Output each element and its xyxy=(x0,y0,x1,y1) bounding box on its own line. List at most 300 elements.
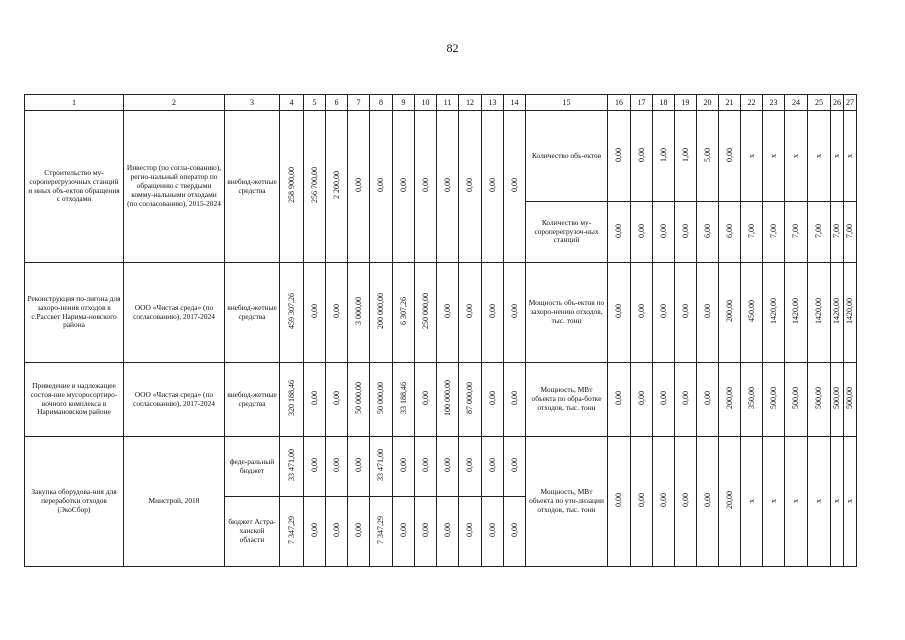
indicator-value-text: 0,00 xyxy=(636,304,646,319)
indicator-value-text: х xyxy=(746,499,756,504)
header-cell xyxy=(482,95,504,111)
finance-value-text: 3 000,00 xyxy=(353,297,363,326)
header-cell-text: 6 xyxy=(334,97,339,107)
indicator-value xyxy=(608,437,631,567)
header-cell xyxy=(393,95,415,111)
header-cell xyxy=(526,95,608,111)
finance-value xyxy=(326,363,348,437)
header-cell-text: 18 xyxy=(659,97,668,107)
finance-value-text: 0,00 xyxy=(353,523,363,538)
header-cell xyxy=(831,95,844,111)
finance-value-text: 0,00 xyxy=(398,458,408,473)
finance-value xyxy=(393,111,415,263)
funding-source xyxy=(225,363,280,437)
indicator-value xyxy=(719,437,741,567)
header-cell-text: 9 xyxy=(401,97,406,107)
indicator-value xyxy=(831,363,844,437)
measure-name xyxy=(25,111,124,263)
finance-value xyxy=(504,363,526,437)
indicator-value-text: 0,00 xyxy=(680,493,690,508)
indicator-value xyxy=(631,202,653,263)
indicator-value-text: х xyxy=(832,499,842,504)
header-cell-text: 20 xyxy=(703,97,712,107)
indicator-value xyxy=(763,363,785,437)
indicator-value-text: 0,00 xyxy=(636,493,646,508)
header-cell-text: 25 xyxy=(815,97,823,107)
indicator-value xyxy=(653,263,675,363)
finance-value xyxy=(459,497,482,567)
indicator-label-text: Мощность, МВт объекта по ути-лизации отходов, тыс. тонн xyxy=(529,487,604,514)
finance-value xyxy=(437,497,459,567)
measure-name-text: Закупка оборудова-ния для переработки отходов (ЭкоСбор) xyxy=(31,487,117,514)
header-cell xyxy=(326,95,348,111)
finance-value xyxy=(415,497,437,567)
indicator-value-text: 500,00 xyxy=(814,387,824,410)
finance-value-text: 0,00 xyxy=(487,178,497,193)
finance-value-text: 0,00 xyxy=(353,458,363,473)
indicator-value xyxy=(653,363,675,437)
finance-value xyxy=(304,111,326,263)
finance-value xyxy=(415,111,437,263)
funding-source-text: внебюд-жетные средства xyxy=(227,389,277,408)
finance-value xyxy=(348,111,370,263)
indicator-value xyxy=(844,202,857,263)
indicator-value xyxy=(763,202,785,263)
indicator-value-text: 1420,00 xyxy=(768,298,778,325)
header-cell xyxy=(504,95,526,111)
header-cell xyxy=(459,95,482,111)
indicator-value xyxy=(719,363,741,437)
finance-value-text: 0,00 xyxy=(420,458,430,473)
finance-value-text: 0,00 xyxy=(442,304,452,319)
indicator-value xyxy=(675,363,697,437)
table-row xyxy=(25,437,857,497)
indicator-value xyxy=(741,111,763,202)
indicator-value xyxy=(763,437,785,567)
indicator-value-text: 1,00 xyxy=(658,147,668,162)
indicator-value xyxy=(785,111,808,202)
finance-value-text: 0,00 xyxy=(331,458,341,473)
header-cell-text: 15 xyxy=(562,97,571,107)
header-cell-text: 22 xyxy=(747,97,756,107)
header-cell-text: 21 xyxy=(725,97,734,107)
finance-value-text: 0,00 xyxy=(442,178,452,193)
finance-value-text: 6 307,26 xyxy=(398,297,408,326)
finance-value-text: 2 200,00 xyxy=(331,171,341,200)
header-cell xyxy=(785,95,808,111)
indicator-value-text: 0,00 xyxy=(702,304,712,319)
finance-value-text: 33 471,00 xyxy=(376,449,386,482)
finance-value-text: 50 000,00 xyxy=(376,382,386,415)
indicator-value-text: 0,00 xyxy=(636,147,646,162)
indicator-value xyxy=(844,263,857,363)
finance-value xyxy=(415,437,437,497)
indicator-value xyxy=(844,111,857,202)
indicator-label xyxy=(526,263,608,363)
indicator-value-text: 500,00 xyxy=(791,387,801,410)
header-cell xyxy=(631,95,653,111)
funding-source-text: феде-ральный бюджет xyxy=(229,456,275,475)
indicator-value xyxy=(697,111,719,202)
indicator-value-text: х xyxy=(814,499,824,504)
finance-value-text: 0,00 xyxy=(465,178,475,193)
header-cell-text: 2 xyxy=(172,97,176,107)
finance-value xyxy=(482,111,504,263)
finance-value-text: 33 471,00 xyxy=(286,449,296,482)
finance-value-text: 0,00 xyxy=(331,391,341,406)
header-cell xyxy=(741,95,763,111)
finance-value xyxy=(504,437,526,497)
indicator-label-text: Количество му-сороперегрузоч-ных станций xyxy=(534,217,599,245)
header-cell xyxy=(844,95,857,111)
indicator-value-text: 6,00 xyxy=(724,223,734,238)
measure-name-text: Реконструкция по-лигона для захоро-нения отходов в с.Рассвет Нарима-новского района xyxy=(27,293,121,330)
finance-value-text: 33 188,46 xyxy=(398,382,408,415)
finance-value xyxy=(504,111,526,263)
finance-value-text: 0,00 xyxy=(509,391,519,406)
header-cell-text: 14 xyxy=(510,97,519,107)
finance-value xyxy=(437,363,459,437)
table-row xyxy=(25,111,857,202)
header-cell-text: 26 xyxy=(833,97,841,107)
header-cell xyxy=(348,95,370,111)
finance-value-text: 0,00 xyxy=(487,523,497,538)
indicator-value-text: 350,00 xyxy=(746,387,756,410)
indicator-value-text: 7,00 xyxy=(768,223,778,238)
header-cell xyxy=(719,95,741,111)
finance-value-text: 0,00 xyxy=(465,523,475,538)
indicator-label-text: Мощность объ-ектов по захоро-нению отходов, тыс. тонн xyxy=(528,298,605,325)
page-number: 82 xyxy=(446,41,459,55)
indicator-value xyxy=(844,437,857,567)
finance-value xyxy=(280,437,304,497)
indicator-value xyxy=(785,437,808,567)
indicator-value xyxy=(785,363,808,437)
indicator-value-text: 200,00 xyxy=(724,387,734,410)
indicator-value-text: 1420,00 xyxy=(832,298,842,325)
executor xyxy=(124,437,225,567)
indicator-value-text: 20,00 xyxy=(724,491,734,510)
indicator-value-text: х xyxy=(746,153,756,158)
finance-value xyxy=(326,111,348,263)
indicator-value-text: 0,00 xyxy=(702,493,712,508)
finance-value xyxy=(348,437,370,497)
indicator-value-text: 0,00 xyxy=(658,493,668,508)
indicator-value xyxy=(697,437,719,567)
finance-value xyxy=(482,363,504,437)
finance-value xyxy=(280,111,304,263)
finance-value xyxy=(437,437,459,497)
indicator-value xyxy=(608,111,631,202)
header-cell-text: 4 xyxy=(289,97,294,107)
finance-value-text: 0,00 xyxy=(487,458,497,473)
finance-value-text: 0,00 xyxy=(442,458,452,473)
indicator-value xyxy=(608,363,631,437)
indicator-value xyxy=(808,111,831,202)
indicator-value xyxy=(785,202,808,263)
indicator-value-text: 7,00 xyxy=(814,223,824,238)
finance-value xyxy=(370,497,393,567)
executor xyxy=(124,263,225,363)
indicator-value-text: х xyxy=(791,153,801,158)
indicator-value xyxy=(831,437,844,567)
indicator-value-text: 1420,00 xyxy=(814,298,824,325)
header-cell-text: 27 xyxy=(846,97,854,107)
finance-value-text: 0,00 xyxy=(309,523,319,538)
indicator-value-text: 500,00 xyxy=(845,387,855,410)
header-cell xyxy=(124,95,225,111)
finance-value xyxy=(459,363,482,437)
indicator-value-text: 0,00 xyxy=(614,223,624,238)
funding-source xyxy=(225,437,280,497)
indicator-value-text: х xyxy=(814,153,824,158)
header-cell xyxy=(763,95,785,111)
indicator-value xyxy=(719,202,741,263)
finance-value-text: 7 347,29 xyxy=(376,516,386,545)
finance-value xyxy=(393,363,415,437)
indicator-value xyxy=(697,263,719,363)
indicator-value-text: 7,00 xyxy=(845,223,855,238)
indicator-value xyxy=(741,263,763,363)
indicator-value-text: 0,00 xyxy=(658,304,668,319)
finance-value xyxy=(326,437,348,497)
indicator-value xyxy=(741,437,763,567)
finance-value-text: 0,00 xyxy=(309,458,319,473)
indicator-value xyxy=(675,111,697,202)
header-row xyxy=(25,95,857,111)
finance-value-text: 459 307,26 xyxy=(286,293,296,330)
indicator-value-text: 0,00 xyxy=(658,391,668,406)
finance-value-text: 87 000,00 xyxy=(465,382,475,415)
finance-value xyxy=(459,437,482,497)
finance-value xyxy=(348,363,370,437)
header-cell xyxy=(225,95,280,111)
finance-value-text: 0,00 xyxy=(331,523,341,538)
header-cell-text: 24 xyxy=(792,97,800,107)
indicator-value-text: 0,00 xyxy=(724,147,734,162)
finance-value-text: 320 188,46 xyxy=(286,380,296,417)
finance-value-text: 0,00 xyxy=(465,458,475,473)
indicator-value xyxy=(808,202,831,263)
indicator-value-text: 500,00 xyxy=(832,387,842,410)
indicator-value xyxy=(785,263,808,363)
finance-value xyxy=(304,497,326,567)
indicator-value-text: 7,00 xyxy=(832,223,842,238)
indicator-value-text: х xyxy=(845,153,855,158)
executor-text: ООО «Чистая среда» (по согласованию), 2017-2024 xyxy=(133,389,215,408)
indicator-value xyxy=(831,263,844,363)
finance-value xyxy=(326,497,348,567)
finance-value-text: 0,00 xyxy=(420,178,430,193)
indicator-value xyxy=(808,363,831,437)
indicator-label xyxy=(526,111,608,202)
finance-value xyxy=(348,497,370,567)
executor-text: ООО «Чистая среда» (по согласованию), 2017-2024 xyxy=(133,302,215,321)
indicator-value-text: 1,00 xyxy=(680,147,690,162)
header-cell xyxy=(808,95,831,111)
finance-value xyxy=(304,363,326,437)
finance-value xyxy=(482,497,504,567)
finance-value xyxy=(370,111,393,263)
indicator-value-text: х xyxy=(791,499,801,504)
indicator-value-text: х xyxy=(768,499,778,504)
header-cell xyxy=(415,95,437,111)
indicator-value-text: 500,00 xyxy=(768,387,778,410)
indicator-value xyxy=(675,202,697,263)
measure-name xyxy=(25,263,124,363)
finance-value xyxy=(280,497,304,567)
finance-value xyxy=(459,263,482,363)
indicator-value xyxy=(631,263,653,363)
finance-value xyxy=(370,363,393,437)
indicator-value xyxy=(831,202,844,263)
funding-source-text: внебюд-жетные средства xyxy=(227,176,277,195)
header-cell-text: 12 xyxy=(466,97,474,107)
finance-value xyxy=(437,263,459,363)
finance-value xyxy=(370,263,393,363)
finance-value-text: 7 347,29 xyxy=(286,516,296,545)
finance-value-text: 200 000,00 xyxy=(376,293,386,330)
table-row xyxy=(25,363,857,437)
indicator-value xyxy=(719,263,741,363)
indicator-value-text: 0,00 xyxy=(680,304,690,319)
indicator-value-text: 0,00 xyxy=(702,391,712,406)
finance-value-text: 0,00 xyxy=(442,523,452,538)
indicator-value xyxy=(763,111,785,202)
finance-value xyxy=(280,363,304,437)
indicator-value xyxy=(608,202,631,263)
finance-value-text: 250 000,00 xyxy=(420,293,430,330)
indicator-value xyxy=(697,363,719,437)
header-cell xyxy=(304,95,326,111)
indicator-value-text: 7,00 xyxy=(791,223,801,238)
indicator-value-text: 0,00 xyxy=(680,223,690,238)
finance-value-text: 0,00 xyxy=(465,304,475,319)
header-cell-text: 17 xyxy=(637,97,646,107)
program-table xyxy=(24,94,857,567)
finance-value xyxy=(370,437,393,497)
finance-value-text: 0,00 xyxy=(420,523,430,538)
header-cell xyxy=(370,95,393,111)
funding-source xyxy=(225,111,280,263)
executor xyxy=(124,111,225,263)
indicator-value-text: 6,00 xyxy=(702,223,712,238)
header-cell-text: 5 xyxy=(312,97,317,107)
finance-value-text: 0,00 xyxy=(353,178,363,193)
indicator-value xyxy=(631,111,653,202)
measure-name-text: Приведение в надлежащее состоя-ние мусоросортиро-вочного комплекса в Наримановском районе xyxy=(30,380,118,417)
indicator-value xyxy=(631,363,653,437)
finance-value xyxy=(304,437,326,497)
indicator-label-text: Количество объ-ектов xyxy=(531,150,602,160)
indicator-value xyxy=(808,437,831,567)
finance-value xyxy=(280,263,304,363)
finance-value-text: 0,00 xyxy=(509,304,519,319)
header-cell-text: 23 xyxy=(769,97,778,107)
finance-value-text: 0,00 xyxy=(398,523,408,538)
indicator-value xyxy=(763,263,785,363)
finance-value xyxy=(504,263,526,363)
measure-name-text: Строительство му-сороперегрузочных станций и иных объ-ектов обращения с отходами xyxy=(28,167,120,204)
finance-value xyxy=(437,111,459,263)
executor-text: Инвестор (по согла-сованию), регио-нальный оператор по обращению с твердыми комму-нальными отходами (по согласованию), 2015-2024 xyxy=(126,163,222,208)
finance-value-text: 0,00 xyxy=(509,523,519,538)
header-cell xyxy=(675,95,697,111)
indicator-value-text: 0,00 xyxy=(636,391,646,406)
measure-name xyxy=(25,437,124,567)
finance-value-text: 0,00 xyxy=(398,178,408,193)
indicator-value xyxy=(697,202,719,263)
indicator-value-text: 0,00 xyxy=(680,391,690,406)
indicator-value-text: 0,00 xyxy=(614,391,624,406)
header-cell-text: 11 xyxy=(443,97,452,107)
finance-value xyxy=(482,263,504,363)
indicator-value xyxy=(808,263,831,363)
finance-value-text: 258 900,00 xyxy=(286,167,296,204)
header-cell-text: 8 xyxy=(379,97,383,107)
table-row xyxy=(25,263,857,363)
finance-value xyxy=(415,363,437,437)
header-cell xyxy=(653,95,675,111)
header-cell xyxy=(280,95,304,111)
finance-value-text: 0,00 xyxy=(487,391,497,406)
indicator-value xyxy=(675,263,697,363)
indicator-value xyxy=(831,111,844,202)
header-cell-text: 10 xyxy=(421,97,430,107)
indicator-value-text: 7,00 xyxy=(746,223,756,238)
indicator-value xyxy=(844,363,857,437)
indicator-label xyxy=(526,202,608,263)
header-cell-text: 7 xyxy=(356,97,361,107)
finance-value-text: 0,00 xyxy=(309,304,319,319)
funding-source-text: бюджет Астра-ханской области xyxy=(228,517,276,544)
finance-value-text: 256 700,00 xyxy=(309,167,319,204)
finance-value xyxy=(504,497,526,567)
header-cell xyxy=(437,95,459,111)
header-cell-text: 19 xyxy=(681,97,690,107)
finance-value-text: 0,00 xyxy=(376,178,386,193)
finance-value xyxy=(304,263,326,363)
header-cell-text: 3 xyxy=(250,97,254,107)
indicator-label xyxy=(526,363,608,437)
finance-value-text: 0,00 xyxy=(420,391,430,406)
finance-value-text: 0,00 xyxy=(309,391,319,406)
executor-text: Минстрой, 2018 xyxy=(148,496,200,506)
header-cell xyxy=(25,95,124,111)
indicator-value xyxy=(653,111,675,202)
indicator-value xyxy=(653,437,675,567)
indicator-value-text: 1420,00 xyxy=(791,298,801,325)
indicator-label-text: Мощность, МВт объекта по обра-ботке отходов, тыс. тонн xyxy=(531,385,602,412)
measure-name xyxy=(25,363,124,437)
indicator-label xyxy=(526,437,608,567)
finance-value-text: 0,00 xyxy=(509,458,519,473)
indicator-value-text: 0,00 xyxy=(614,147,624,162)
indicator-value xyxy=(631,437,653,567)
finance-value-text: 0,00 xyxy=(331,304,341,319)
indicator-value-text: 0,00 xyxy=(614,493,624,508)
indicator-value-text: х xyxy=(845,499,855,504)
indicator-value xyxy=(719,111,741,202)
indicator-value-text: 1420,00 xyxy=(845,298,855,325)
finance-value xyxy=(393,437,415,497)
indicator-value-text: 200,00 xyxy=(724,300,734,323)
finance-value xyxy=(348,263,370,363)
header-cell xyxy=(697,95,719,111)
indicator-value xyxy=(741,202,763,263)
indicator-value xyxy=(741,363,763,437)
indicator-value-text: 0,00 xyxy=(658,223,668,238)
